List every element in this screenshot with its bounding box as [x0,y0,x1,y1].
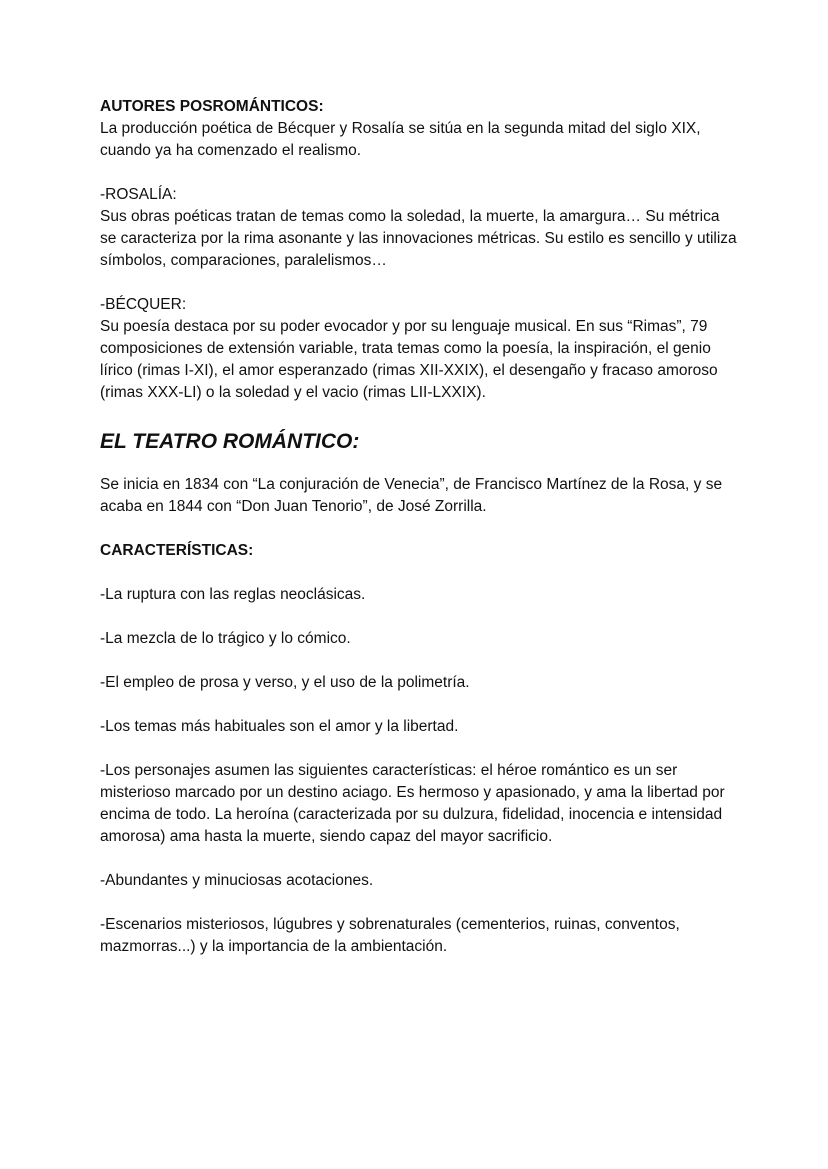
becquer-label: -BÉCQUER: [100,296,187,313]
list-item: -Los temas más habituales son el amor y la libertad. [100,718,459,735]
rosalia-label: -ROSALÍA: [100,186,177,203]
teatro-intro-paragraph: Se inicia en 1834 con “La conjuración de Venecia”, de Francisco Martínez de la Rosa, y se acaba en 1844 con “Don Juan Tenorio”, de José Zorrilla. [100,476,723,515]
list-item: -La ruptura con las reglas neoclásicas. [100,586,366,603]
rosalia-paragraph: Sus obras poéticas tratan de temas como la soledad, la muerte, la amargura… Su métrica se caracteriza por la rima asonante y las innovaciones métricas. Su estilo es sencillo y utiliza símbolos, comparaciones, paralelismos… [100,208,737,269]
intro-paragraph: La producción poética de Bécquer y Rosalía se sitúa en la segunda mitad del siglo XIX, cuando ya ha comenzado el realismo. [100,120,701,159]
becquer-paragraph: Su poesía destaca por su poder evocador y por su lenguaje musical. En sus “Rimas”, 79 composiciones de extensión variable, trata temas como la poesía, la inspiración, el genio lírico (rimas I-XI), el amor esperanzado (rimas XII-XXIX), el desengaño y fracaso amoroso (rimas XXX-LI) o la soledad y el vacio (rimas LII-LXXIX). [100,318,718,401]
list-item: -El empleo de prosa y verso, y el uso de la polimetría. [100,674,470,691]
section-heading-posromanticos: AUTORES POSROMÁNTICOS: [100,98,324,115]
document-page [100,96,740,958]
teatro-romantico-title: EL TEATRO ROMÁNTICO: [100,430,360,453]
list-item: -Abundantes y minuciosas acotaciones. [100,872,374,889]
list-item: -La mezcla de lo trágico y lo cómico. [100,630,351,647]
characteristics-heading: CARACTERÍSTICAS: [100,542,254,559]
list-item: -Los personajes asumen las siguientes características: el héroe romántico es un ser misterioso marcado por un destino aciago. Es hermoso y apasionado, y ama la libertad por encima de todo. La heroína (caracterizada por su dulzura, fidelidad, inocencia e intensidad amorosa) ama hasta la muerte, siendo capaz del mayor sacrificio. [100,762,725,845]
list-item: -Escenarios misteriosos, lúgubres y sobrenaturales (cementerios, ruinas, conventos, mazmorras...) y la importancia de la ambientación. [100,916,680,955]
